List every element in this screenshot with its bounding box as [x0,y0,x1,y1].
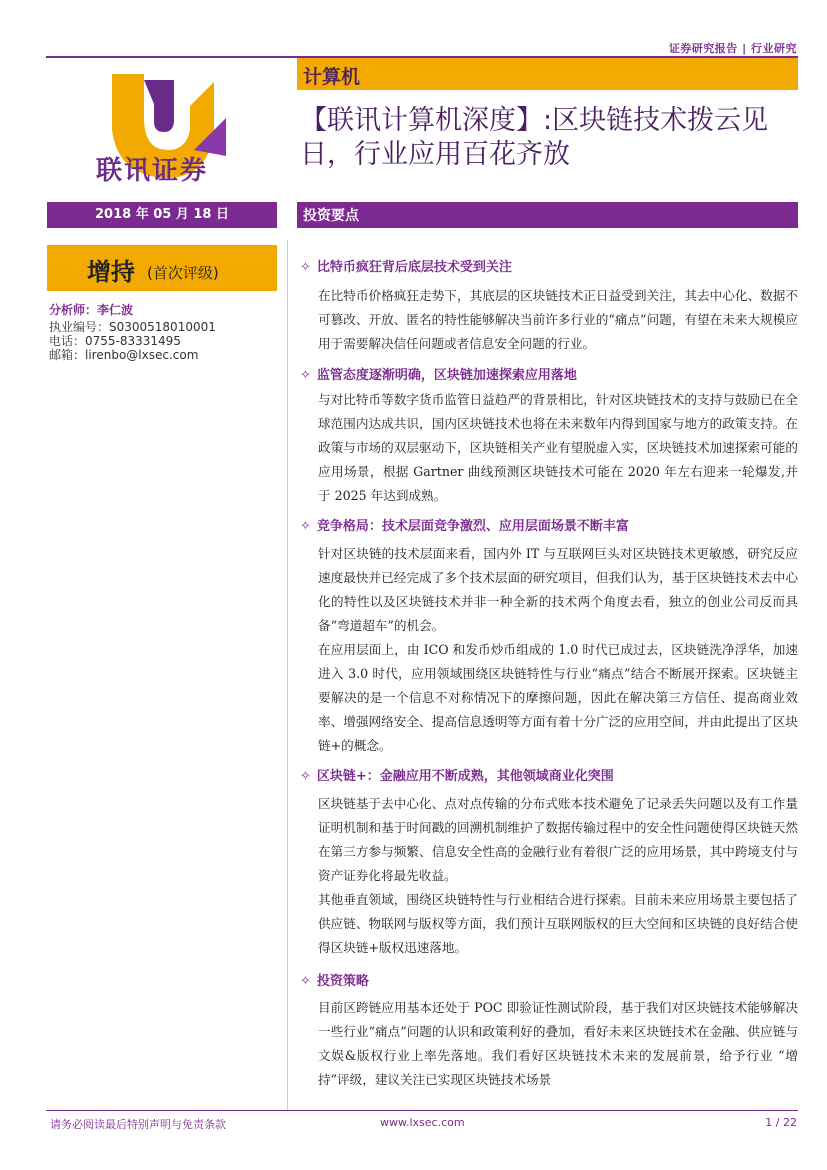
diamond-bullet-icon: ✧ [300,260,311,275]
rating-note: (首次评级) [147,264,219,282]
footer-divider [46,1110,798,1111]
analyst-phone: 电话：0755-83331495 [49,334,181,348]
section-paragraph: 与对比特币等数字货币监管日益趋严的背景相比，针对区块链技术的支持与鼓励已在全球范围内达成共识，国内区块链技术也将在未来数年内得到国家与地方的政策支持。在政策与市场的双层驱动下，区块链相关产业有望脱虚入实，区块链技术加速探索可能的应用场景，根据 Gartner 曲线预测区块链技术可能在 2020 年左右迎来一轮爆发,并于 2025 年达到成熟。 [318,392,798,503]
column-divider [287,240,288,1110]
footer-disclaimer[interactable]: 请务必阅读最后特别声明与免责条款 [50,1118,226,1131]
date-bar [47,202,277,228]
rating-main: 增持 [87,258,135,286]
section-paragraph: 针对区块链的技术层面来看，国内外 IT 与互联网巨头对区块链技术更敏感，研究反应速度最快并已经完成了多个技术层面的研究项目，但我们认为，基于区块链技术去中心化的特性以及区块链技术并非一种全新的技术两个角度去看，独立的创业公司反而具备“弯道超车”的机会。 [318,546,798,633]
section-heading: ✧ 区块链+：金融应用不断成熟，其他领域商业化突围 [300,769,614,784]
section-paragraph: 在比特币价格疯狂走势下，其底层的区块链技术正日益受到关注，其去中心化、数据不可篡改、开放、匿名的特性能够解决当前许多行业的“痛点“问题，有望在未来大规模应用于需要解决信任问题或者信息安全问题的行业。 [318,288,798,351]
diamond-bullet-icon: ✧ [300,519,311,534]
section-title: 投资要点 [303,208,359,224]
section-paragraph: 目前区跨链应用基本还处于 POC 即验证性测试阶段，基于我们对区块链技术能够解决一些行业“痛点”问题的认识和政策利好的叠加，看好未来区块链技术在金融、供应链与文娱&版权行业上率先落地。我们看好区块链技术未来的发展前景，给予行业 “增持”评级，建议关注已实现区块链技术场景 [318,1000,798,1087]
diamond-bullet-icon: ✧ [300,974,311,989]
section-paragraph: 在应用层面上，由 ICO 和发币炒币组成的 1.0 时代已成过去，区块链洗净浮华，加速进入 3.0 时代，应用领域围绕区块链特性与行业“痛点”结合不断展开探索。区块链主要解决的是一个信息不对称情况下的摩擦问题，因此在解决第三方信任、提高商业效率、增强网络安全、提高信息透明等方面有着十分广泛的应用空间，并由此提出了区块链+的概念。 [318,642,798,753]
section-heading: ✧ 竞争格局：技术层面竞争激烈、应用层面场景不断丰富 [300,519,629,534]
sector-label: 计算机 [303,66,361,88]
report-category: 证券研究报告 | 行业研究 [668,42,797,55]
diamond-bullet-icon: ✧ [300,769,311,784]
analyst-email: 邮箱：lirenbo@lxsec.com [49,348,199,362]
section-heading: ✧ 投资策略 [300,974,369,989]
report-date: 2018 年 05 月 18 日 [95,207,229,222]
brand-logo-text: 联讯证券 [96,156,209,186]
sector-bar [297,58,798,90]
section-heading: ✧ 监管态度逐渐明确，区块链加速探索应用落地 [300,368,577,383]
rating-box [47,245,277,291]
report-title: 【联讯计算机深度】:区块链技术拨云见日，行业应用百花齐放 [300,105,769,170]
section-heading: ✧ 比特币疯狂背后底层技术受到关注 [300,260,512,275]
section-bar [297,202,798,228]
section-paragraph: 区块链基于去中心化、点对点传输的分布式账本技术避免了记录丢失问题以及有工作量证明机制和基于时间戳的回溯机制维护了数据传输过程中的安全性问题使得区块链天然在第三方参与频繁、信息安全性高的金融行业有着很广泛的应用场景，其中跨境支付与资产证券化将最先收益。 [318,796,798,883]
diamond-bullet-icon: ✧ [300,368,311,383]
analyst-license: 执业编号：S0300518010001 [49,320,216,334]
analyst-block [49,303,216,362]
section-paragraph: 其他垂直领域，围绕区块链特性与行业相结合进行探索。目前未来应用场景主要包括了供应链、物联网与版权等方面，我们预计互联网版权的巨大空间和区块链的良好结合使得区块链+版权迅速落地。 [318,892,798,955]
footer-website[interactable]: www.lxsec.com [380,1116,465,1129]
footer-page-number: 1 / 22 [765,1116,797,1129]
analyst-name: 分析师：李仁波 [49,303,134,317]
